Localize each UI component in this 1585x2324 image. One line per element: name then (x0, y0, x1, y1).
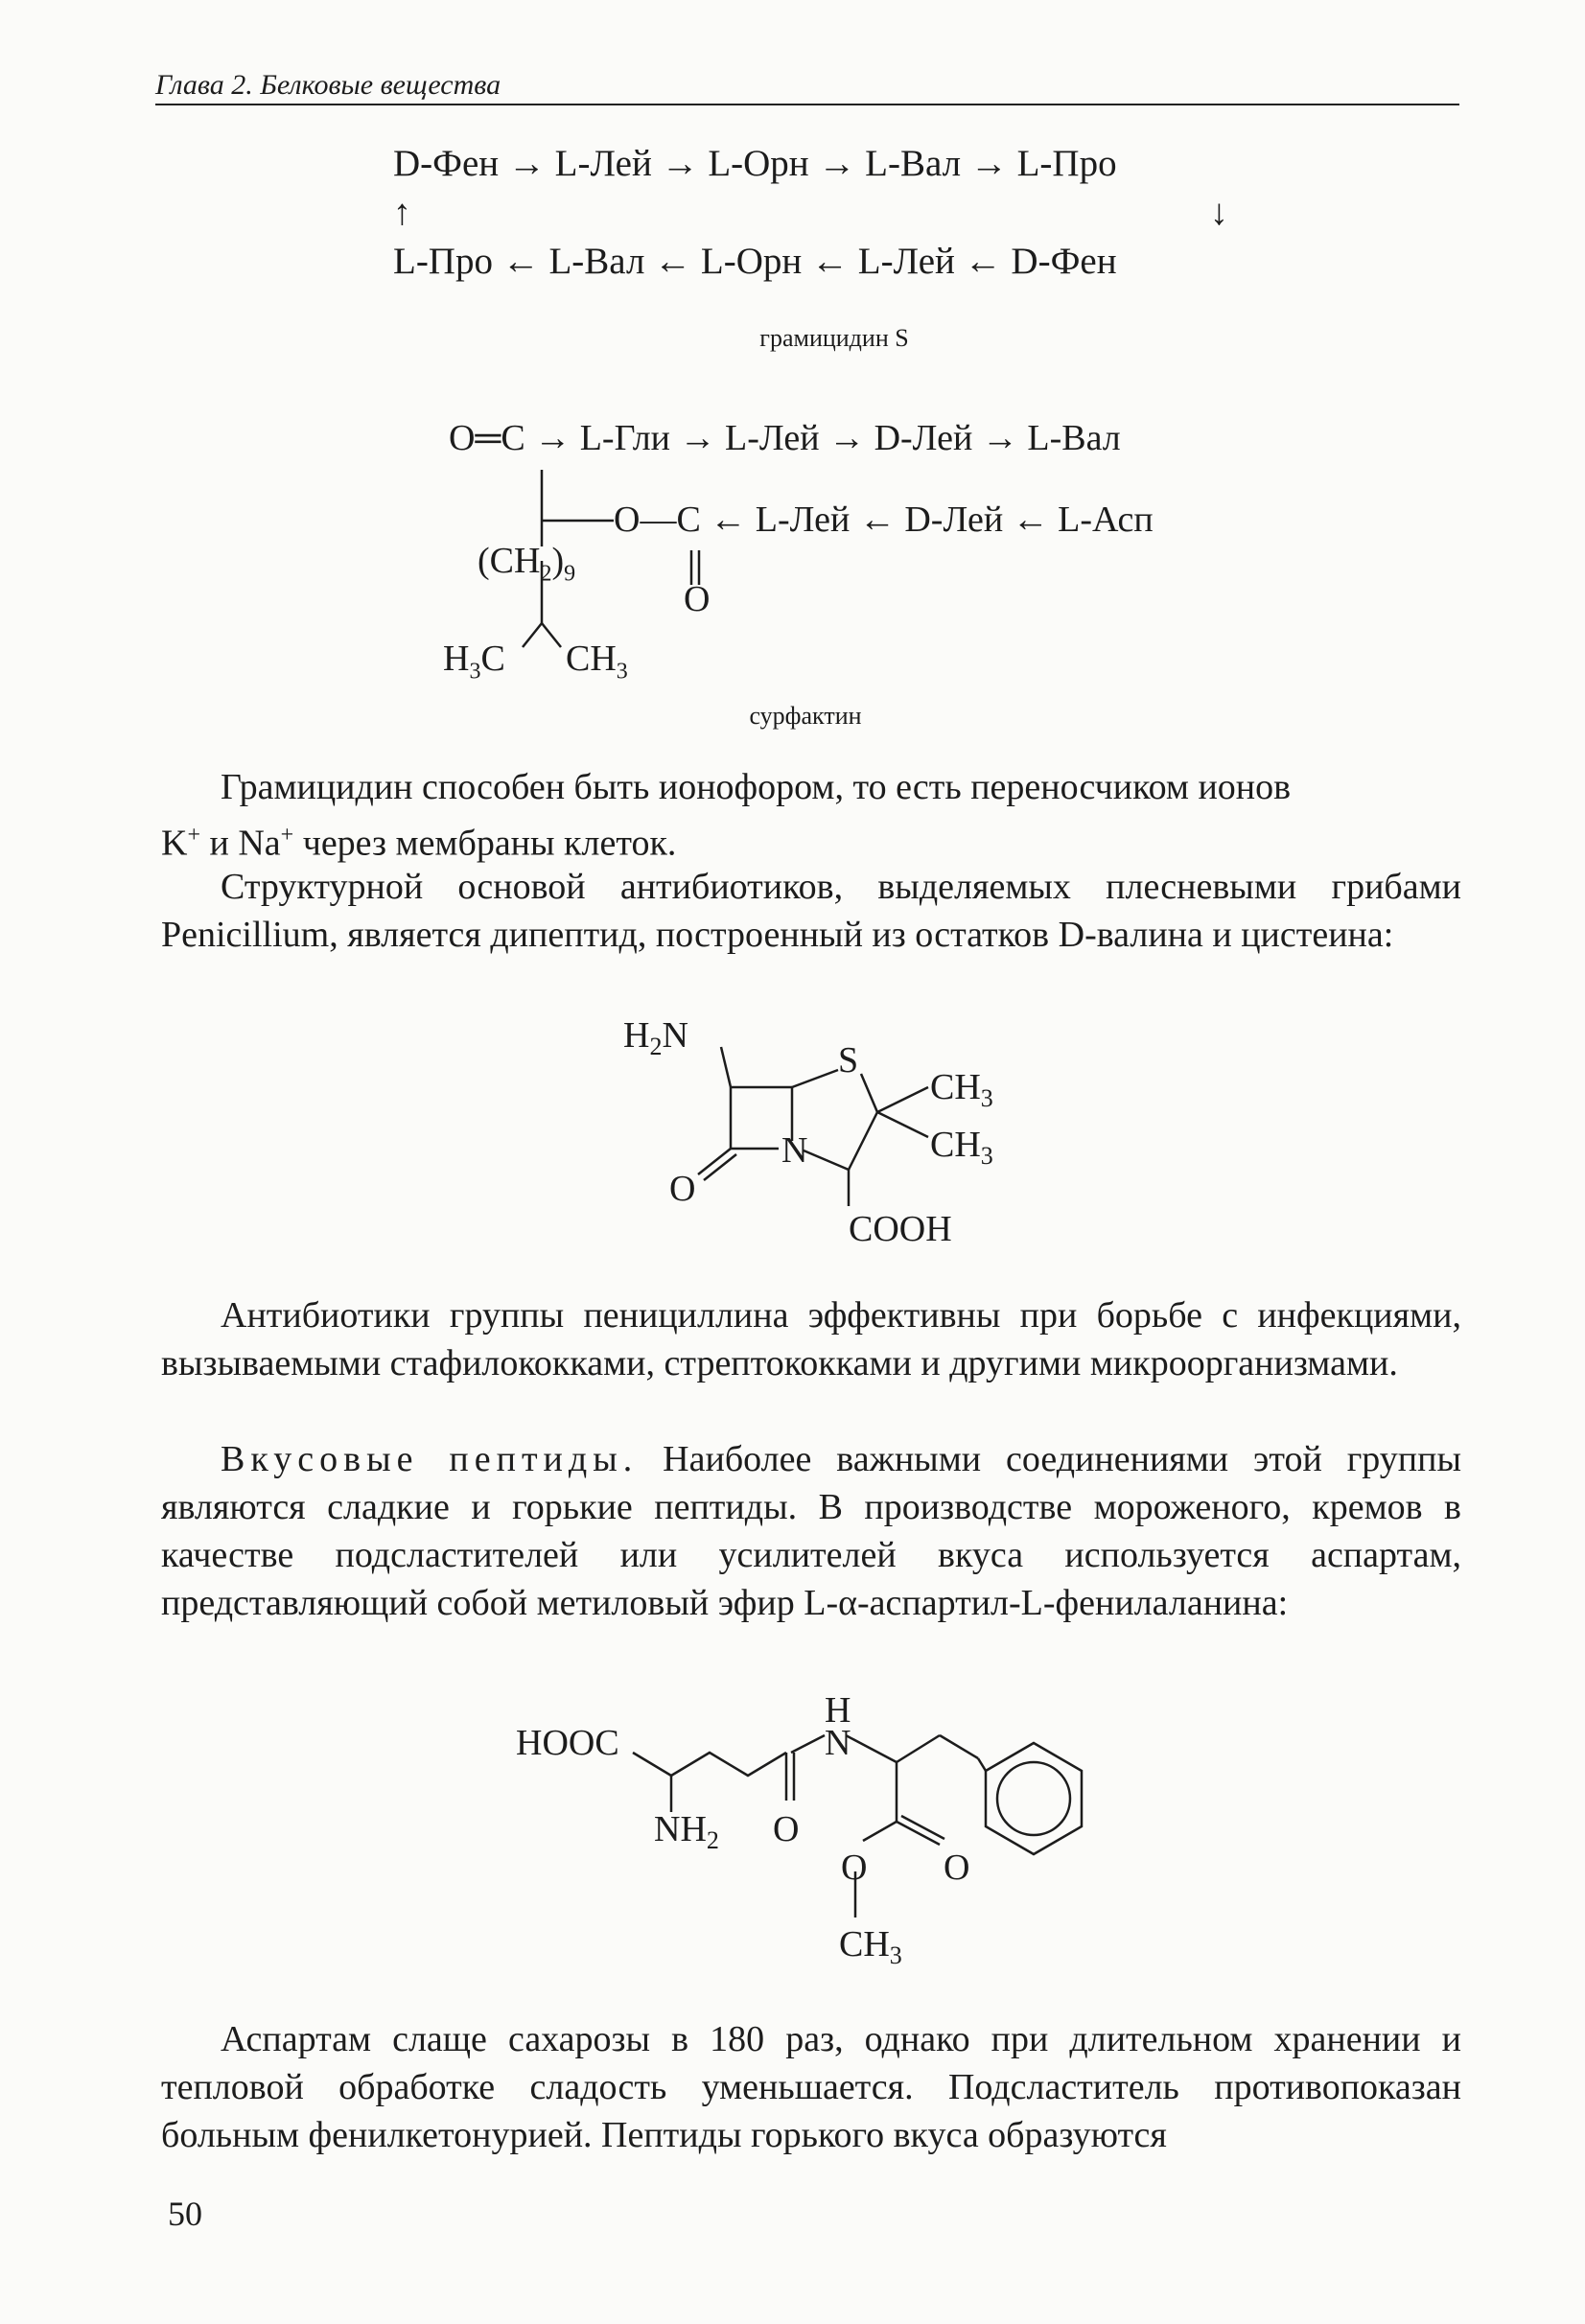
paragraph-penicillin-effect: Антибиотики группы пенициллина эффективны при борьбе с инфекциями, вызываемыми стафилококками, стрептококками и другими микроорганизмами. (161, 1295, 1461, 1383)
surfactin-row-top: O═C → L-Гли → L-Лей → D-Лей → L-Вал (449, 418, 1121, 458)
paragraph-taste-peptides: Вкусовые пептиды. Наиболее важными соединениями этой группы являются сладкие и горькие пептиды. В производстве мороженого, кремов в качестве подсластителей или усилителей вкуса используется аспартам, представляющий собой метиловый эфир L-α-аспартил-L-фенилаланина: (161, 1439, 1461, 1623)
down-arrow-icon: ↓ (1210, 193, 1228, 233)
svg-text:O: O (773, 1809, 800, 1849)
svg-text:CH3: $CH_3$ (930, 1125, 993, 1170)
svg-text:O: O (841, 1848, 868, 1888)
up-arrow-icon: ↑ (393, 193, 411, 233)
methyl-right: $CH_3$ (566, 639, 628, 685)
gramicidin-caption: грамицидин S (759, 324, 909, 352)
paragraph-aspartame: Аспартам слаще сахарозы в 180 раз, однако при длительном хранении и тепловой обработке сладость уменьшается. Подсластитель противопоказан больным фенилкетонурией. Пептиды горького вкуса образуются (161, 2019, 1461, 2155)
svg-text:CH3: $CH_3$ (839, 1924, 902, 1969)
paragraph-gramicidin: Грамицидин способен быть ионофором, то есть переносчиком ионов K+ и Na+ через мембраны клеток. (161, 767, 1292, 864)
svg-text:CH3: $CH_3$ (930, 1067, 993, 1112)
surfactin-row-bottom: O—C ← L-Лей ← D-Лей ← L-Асп (614, 500, 1154, 540)
methylene-chain: $(CH_2)_9$ (478, 541, 576, 587)
carbonyl-oxygen: O (684, 579, 711, 619)
svg-text:S: S (838, 1040, 859, 1081)
svg-text:O: O (669, 1169, 696, 1209)
svg-text:HOOC: HOOC (516, 1723, 619, 1763)
svg-text:N: N (825, 1723, 851, 1763)
page-header: Глава 2. Белковые вещества (155, 69, 1459, 105)
section-title: Вкусовые пептиды. (221, 1439, 639, 1479)
svg-text:N: N (781, 1130, 808, 1171)
page-number: 50 (168, 2195, 202, 2233)
svg-text:NH2: $NH_2$ (654, 1809, 719, 1854)
aspartame-structure (508, 1687, 1122, 1985)
paragraph-penicillium: Структурной основой антибиотиков, выделяемых плесневыми грибами Penicillium, является дипептид, построенный из остатков D-валина и цистеина: (161, 867, 1461, 955)
svg-text:H: H (825, 1690, 851, 1731)
methyl-left: $H_3C$ (443, 639, 505, 685)
gramicidin-row-bottom: L-Про ← L-Вал ← L-Орн ← L-Лей ← D-Фен (393, 241, 1117, 282)
gramicidin-row-top: D-Фен → L-Лей → L-Орн → L-Вал → L-Про (393, 143, 1117, 184)
svg-text:O: O (944, 1848, 970, 1888)
penicillin-structure (614, 1007, 1036, 1256)
surfactin-caption: сурфактин (749, 702, 862, 730)
svg-text:COOH: COOH (849, 1209, 952, 1249)
svg-text:H2N: $H_2N$ (623, 1015, 688, 1060)
